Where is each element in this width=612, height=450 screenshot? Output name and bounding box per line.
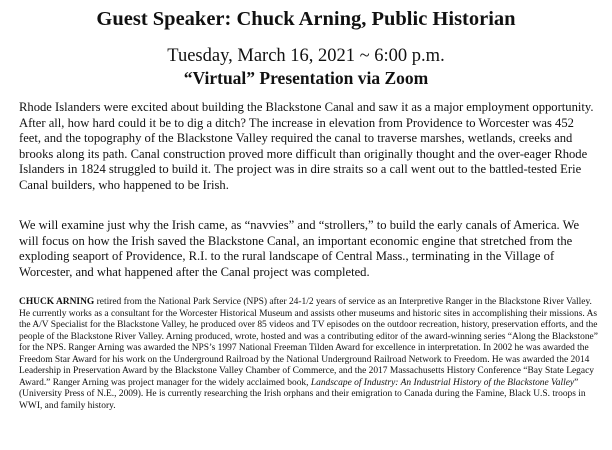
speaker-name: CHUCK ARNING: [19, 297, 95, 307]
bio-text-end: ” (University Press of N.E., 2009). He is currently researching the Irish orphans and their emigration to Canada during the Famine, Black U.S. troops in WWI, and family history.: [19, 377, 586, 411]
speaker-bio: [19, 297, 604, 412]
description-paragraph-2: We will examine just why the Irish came, as “navvies” and “strollers,” to build the early canals of America. We will focus on how the Irish saved the Blackstone Canal, an important economic engine that stretched from the exploding seaport of Providence, R.I. to the rural landscape of Central Mass., terminating in the Village of Worcester, and what happened after the Canal project was completed.: [19, 218, 580, 279]
event-format: “Virtual” Presentation via Zoom: [183, 68, 429, 88]
page-title: Guest Speaker: Chuck Arning, Public Historian: [96, 8, 516, 30]
event-date-time: Tuesday, March 16, 2021 ~ 6:00 p.m.: [167, 46, 445, 66]
book-title: Landscape of Industry: An Industrial History of the Blackstone Valley: [310, 377, 575, 388]
description-paragraph-1: Rhode Islanders were excited about building the Blackstone Canal and saw it as a major employment opportunity. After all, how hard could it be to dig a ditch? The increase in elevation from Providence to Worcester was 452 feet, and the topography of the Blackstone Valley required the canal to traverse marshes, wetlands, creeks and brooks along its path. Canal construction proved more difficult than originally thought and the over-eager Rhode Islanders in 1824 struggled to build it. The project was in dire straits so a call went out to the battled-tested Erie Canal builders, who happened to be Irish.: [19, 100, 594, 192]
bio-text: retired from the National Park Service (NPS) after 24-1/2 years of service as an Interpretive Ranger in the Blackstone River Valley. He currently works as a consultant for the Worcester Historical Museum and assists other museums and historic sites in accomplishing their missions. As the A/V Specialist for the Blackstone Valley, he produced over 85 videos and TV episodes on the outdoor recreation, history, preservation efforts, and the people of the Blackstone River Valley. Arning produced, wrote, hosted and was a contributing editor of the award-winning series “Along the Blackstone” for the NPS. Ranger Arning was awarded the NPS’s 1997 National Freeman Tilden Award for excellence in interpretation. In 2002 he was awarded the Freedom Star Award for his work on the Underground Railroad by the National Underground Railroad Network to Freedom. He was awarded the 2014 Leadership in Preservation Award by the Blackstone Valley Chamber of Commerce, and the 2017 Massachusetts History Conference “Bay State Legacy Award.” Ranger Arning was project manager for the widely acclaimed book,: [19, 297, 598, 388]
